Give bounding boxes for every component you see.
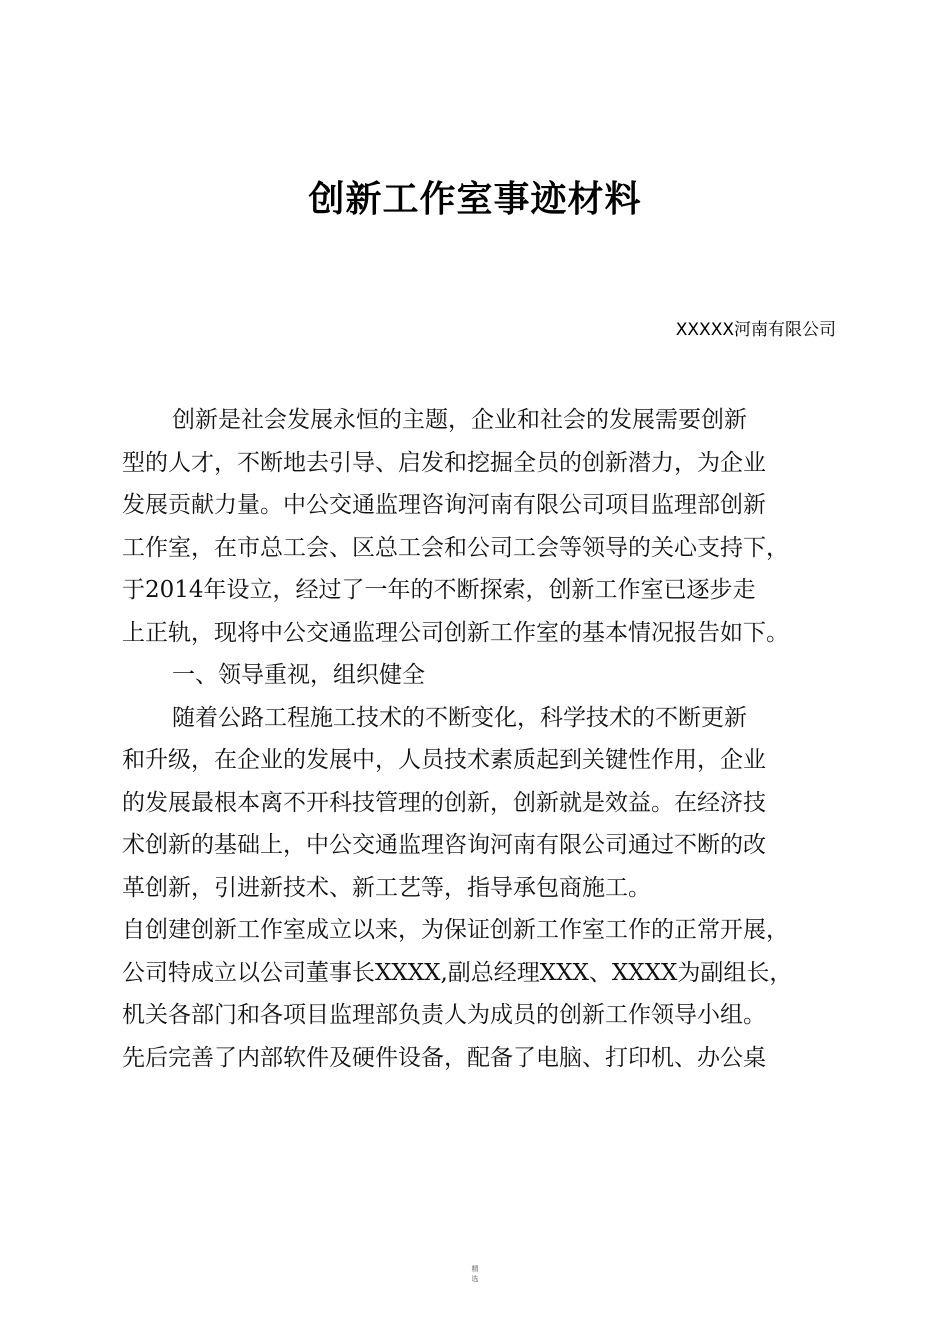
paragraph-line: 术创新的基础上，中公交通监理咨询河南有限公司通过不断的改 xyxy=(122,832,766,858)
document-body xyxy=(122,399,838,1079)
paragraph-line: 先后完善了内部软件及硬件设备，配备了电脑、打印机、办公桌 xyxy=(122,1044,766,1071)
company-name: XXXXX河南有限公司 xyxy=(675,320,836,340)
page-footer xyxy=(0,1264,950,1284)
paragraph-line: 的发展最根本离不开科技管理的创新，创新就是效益。在经济技 xyxy=(122,789,766,816)
paragraph-line: 于2014年设立，经过了一年的不断探索，创新工作室已逐步走 xyxy=(122,577,756,603)
paragraph-line: 自创建创新工作室成立以来，为保证创新工作室工作的正常开展， xyxy=(122,917,789,943)
footer-mark-1: 精 xyxy=(471,1265,479,1273)
paragraph-line: 机关各部门和各项目监理部负责人为成员的创新工作领导小组。 xyxy=(122,1002,766,1028)
paragraph-line: 创新是社会发展永恒的主题，企业和社会的发展需要创新 xyxy=(172,407,747,433)
paragraph-line: 革创新，引进新技术、新工艺等，指导承包商施工。 xyxy=(122,874,651,901)
document-title: 创新工作室事迹材料 xyxy=(308,179,642,220)
paragraph-line: 随着公路工程施工技术的不断变化，科学技术的不断更新 xyxy=(172,704,747,731)
paragraph-line: 和升级，在企业的发展中，人员技术素质起到关键性作用，企业 xyxy=(122,747,766,773)
paragraph-line: 发展贡献力量。中公交通监理咨询河南有限公司项目监理部创新 xyxy=(122,492,766,518)
paragraph-line: 上正轨，现将中公交通监理公司创新工作室的基本情况报告如下。 xyxy=(122,619,789,646)
paragraph-line: 工作室，在市总工会、区总工会和公司工会等领导的关心支持下， xyxy=(122,534,789,561)
footer-mark-2: 选 xyxy=(471,1275,479,1283)
section-heading: 一、领导重视，组织健全 xyxy=(172,662,425,688)
paragraph-line: 型的人才，不断地去引导、启发和挖掘全员的创新潜力，为企业 xyxy=(122,449,766,476)
paragraph-line: 公司特成立以公司董事长XXXX,副总经理XXX、XXXX为副组长， xyxy=(122,959,793,986)
